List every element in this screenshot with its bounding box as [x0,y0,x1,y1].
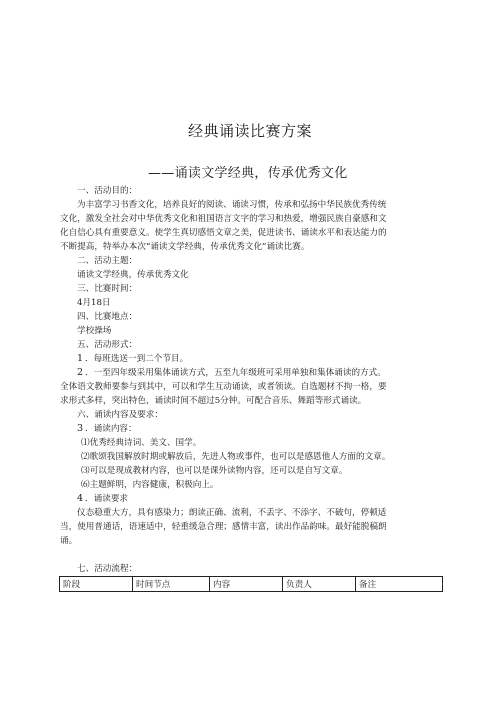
form-item [60,366,442,380]
section-heading-form: 五、活动形式： [77,340,138,350]
item-text: ．诵读要求 [85,494,129,504]
document-body [60,184,442,548]
section-heading-time: 三、比赛时间： [77,284,138,294]
form-item [60,352,442,366]
table-header-cell: 阶段 [60,577,133,592]
table-header-cell: 时间节点 [133,577,210,592]
section-heading-flow: 七、活动流程： [77,564,138,574]
item-text: ．一至四年级采用集体诵读方式，五至九年级班可采用单独和集体诵读的方式。 [85,368,386,378]
time-text: 4月18日 [77,298,111,308]
purpose-line: 化自信心具有重要意义。使学生真切感悟文章之美，促进读书、诵读水平和表达能力的 [60,228,387,238]
table-header-row [60,577,443,592]
section-heading-place: 四、比赛地点： [77,312,138,322]
section-heading-purpose: 一、活动目的： [77,186,138,196]
content-list-item: ⑹主题鲜明，内容健康，积极向上。 [81,480,219,490]
requirement-line: 诵。 [60,536,78,546]
purpose-line: 文化，激发全社会对中华优秀文化和祖国语言文字的学习和热爱，增强民族自豪感和文 [60,214,387,224]
content-list-item: ⑴优秀经典诗词、美文、国学。 [81,438,202,448]
item-number: 1 [77,353,84,364]
purpose-line: 为丰富学习书香文化，培养良好的阅读、诵读习惯，传承和弘扬中华民族优秀传统 [77,200,387,210]
purpose-line: 不断提高，特举办本次“诵读文学经典，传承优秀文化”诵读比赛。 [60,242,310,252]
item-number: 4 [77,493,84,504]
place-text: 学校操场 [77,326,112,336]
item-text: ．每班选送一到二个节目。 [85,354,189,364]
table-header-cell: 负责人 [283,577,356,592]
flow-table [59,576,443,592]
form-line: 求形式多样，突出特色，诵读时间不超过5分钟。可配合音乐、舞蹈等形式诵读。 [60,396,367,406]
section-heading-requirements: 六、诵读内容及要求： [77,410,163,420]
document-title: 经典诵读比赛方案 [187,122,312,140]
requirement-line: 仪态稳重大方，具有感染力；朗读正确、流利，不丢字、不添字、不破句，停顿适 [77,508,387,518]
form-line: 全体语文教师要参与到其中，可以和学生互动诵读，或者领读。自选题材不拘一格，要 [60,382,387,392]
table-header-cell: 备注 [356,577,443,592]
content-list-item: ⑶可以是现成教材内容，也可以是课外读物内容，还可以是自写文章。 [81,466,348,476]
item-text: ．诵读内容： [85,424,137,434]
section-heading-theme: 二、活动主题： [77,256,138,266]
theme-text: 诵读文学经典，传承优秀文化 [77,270,189,280]
item-number: 3 [77,423,84,434]
item-number: 2 [77,367,84,378]
requirement-item [60,492,442,506]
table-header-cell: 内容 [210,577,283,592]
document-subtitle: ——诵读文学经典，传承优秀文化 [148,166,348,181]
content-list-item: ⑵歌颂我国解放时期或解放后，先进人物或事件，也可以是感恩他人方面的文章。 [81,452,391,462]
content-item [60,422,442,436]
requirement-line: 当，使用普通话，语速适中，轻重缓急合理；感情丰富，读出作品韵味。最好能脱稿朗 [60,522,387,532]
